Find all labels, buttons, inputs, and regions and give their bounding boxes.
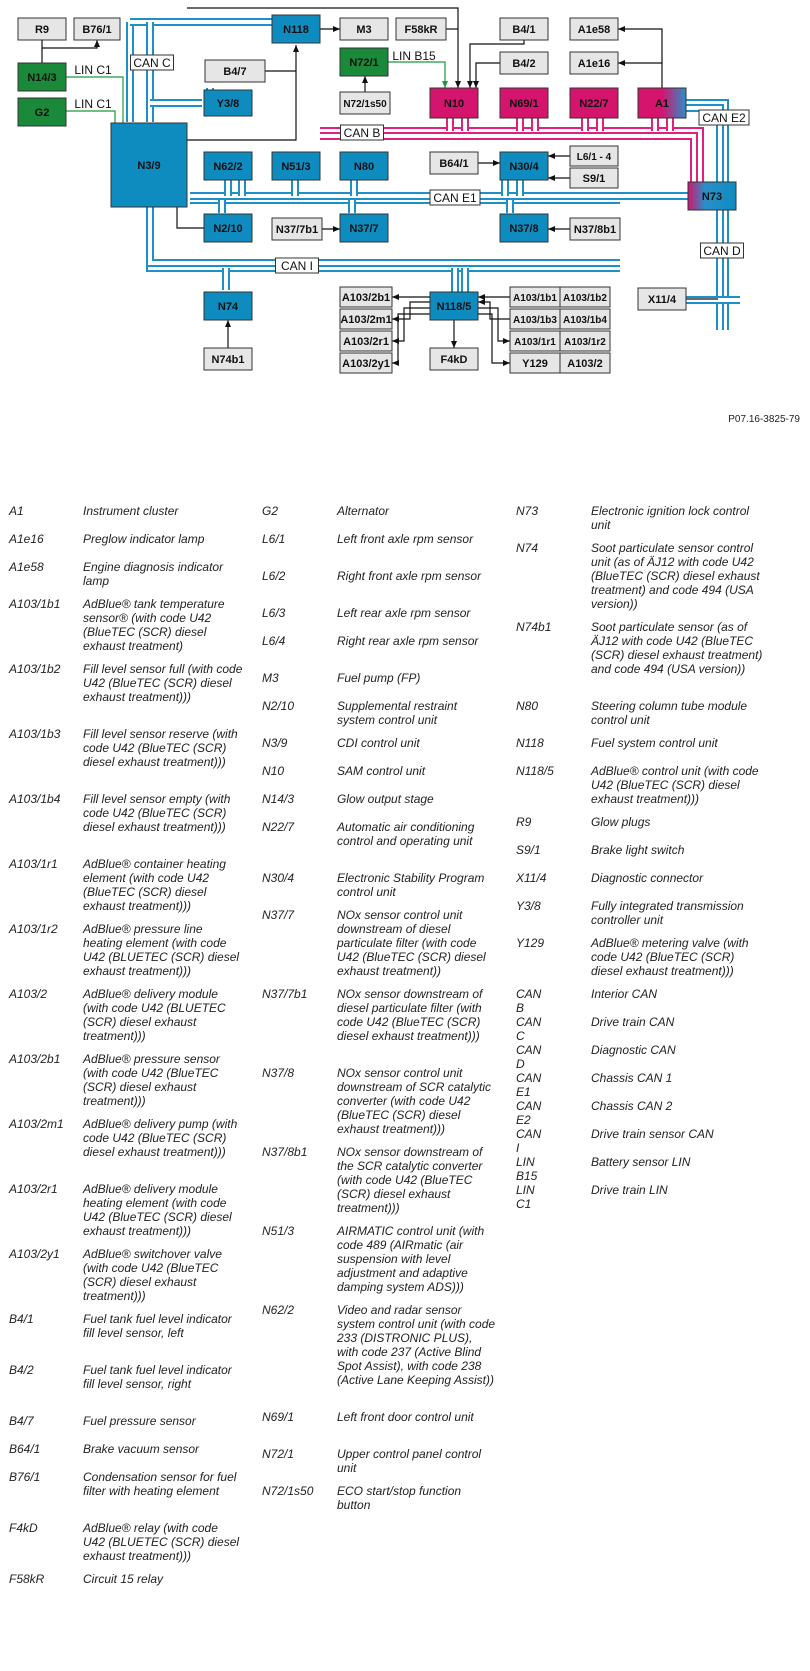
svg-text:LIN B15: LIN B15 [392, 49, 436, 63]
component-label: N69/1 [509, 98, 539, 110]
legend-code: N118/5 [516, 764, 554, 778]
legend-code: N74b1 [516, 620, 552, 634]
component-y129 [510, 353, 560, 373]
legend-description: NOx sensor control unit downstream of diesel particulate filter (with code U42 (BlueTEC (SCR) diesel exhaust treatment)) [337, 908, 486, 978]
component-n37-7b1 [272, 218, 322, 240]
legend-code: M3 [262, 671, 279, 685]
component-label: B76/1 [82, 24, 112, 36]
legend-description: CDI control unit [337, 736, 420, 750]
legend-description: AdBlue® control unit (with code U42 (BlueTEC (SCR) diesel exhaust treatment))) [591, 764, 759, 806]
component-label: A103/2m1 [340, 314, 392, 326]
component-label: N62/2 [213, 161, 243, 173]
component-label: M3 [356, 24, 372, 36]
legend-description: Drive train LIN [591, 1183, 668, 1197]
legend-code: N73 [516, 504, 539, 518]
legend-description: Chassis CAN 2 [591, 1099, 673, 1113]
legend-code: Y129 [516, 936, 545, 950]
component-label: N37/8b1 [573, 224, 617, 236]
legend-code: R9 [516, 815, 532, 829]
legend-code: N69/1 [262, 1410, 295, 1424]
legend-code: CAN C [516, 1015, 542, 1043]
legend-code: B4/7 [9, 1414, 34, 1428]
svg-text:CAN B: CAN B [343, 126, 381, 140]
legend-code: N62/2 [262, 1303, 295, 1317]
legend-code: A103/2r1 [9, 1182, 58, 1196]
component-label: A1e16 [577, 58, 611, 70]
legend-code: N3/9 [262, 736, 288, 750]
legend-description: AdBlue® pressure line heating element (with code U42 (BLUETEC (SCR) diesel exhaust treatment))) [83, 922, 240, 978]
legend-description: AIRMATIC control unit (with code 489 (AIRmatic (air suspension with level adjustment and adaptive damping system ADS))) [337, 1224, 485, 1294]
component-label: N72/1s50 [343, 99, 387, 110]
component-a103-2r1 [340, 331, 392, 351]
network-diagram [0, 0, 810, 430]
component-label: R9 [34, 24, 50, 36]
component-s9-1 [570, 168, 618, 188]
legend-code: N72/1s50 [262, 1484, 314, 1498]
legend-code: A1e58 [9, 560, 44, 574]
legend-code: B64/1 [9, 1442, 41, 1456]
component-label: N37/7 [349, 223, 379, 235]
svg-text:CAN I: CAN I [280, 259, 314, 273]
component-label: A103/1b3 [513, 315, 557, 326]
legend-description: Left rear axle rpm sensor [337, 606, 471, 620]
legend-code: B76/1 [9, 1470, 41, 1484]
legend-code: L6/2 [262, 569, 286, 583]
component-label: N10 [443, 98, 465, 110]
legend-code: LIN C1 [516, 1183, 535, 1211]
svg-text:CAN E2: CAN E2 [702, 111, 746, 125]
legend-code: F4kD [9, 1521, 38, 1535]
component-a103-2m1 [340, 309, 392, 329]
legend-code: A103/1r1 [9, 857, 58, 871]
legend-code: N10 [262, 764, 285, 778]
component-n37-7 [340, 214, 388, 242]
legend-description: Glow output stage [337, 792, 434, 806]
legend-description: Instrument cluster [83, 504, 179, 518]
legend-description: NOx sensor downstream of diesel particulate filter (with code U42 (BlueTEC (SCR) diesel exhaust treatment))) [337, 987, 483, 1043]
legend-description: Right front axle rpm sensor [337, 569, 482, 583]
legend-description: Fuel system control unit [591, 736, 718, 750]
legend-code: CAN E1 [516, 1071, 542, 1099]
legend-description: Chassis CAN 1 [591, 1071, 673, 1085]
bus-label-can-e1 [430, 190, 480, 205]
legend-description: AdBlue® switchover valve (with code U42 (BlueTEC (SCR) diesel exhaust treatment))) [83, 1247, 222, 1303]
legend-description: Preglow indicator lamp [83, 532, 205, 546]
legend-code: N118 [516, 736, 544, 750]
component-r9 [18, 18, 66, 40]
legend-code: CAN E2 [516, 1099, 542, 1127]
legend-code: A103/2b1 [9, 1052, 61, 1066]
component-n74b1 [204, 348, 252, 370]
component-a1e16 [570, 52, 618, 74]
component-n62-2 [204, 152, 252, 180]
component-label: N118/5 [436, 301, 472, 313]
component-n3-9 [111, 123, 187, 207]
legend-code: A103/1b4 [9, 792, 61, 806]
legend-code: F58kR [9, 1572, 45, 1586]
component-y3-8 [204, 90, 252, 116]
legend-code: N72/1 [262, 1447, 295, 1461]
legend-description: AdBlue® container heating element (with code U42 (BlueTEC (SCR) diesel exhaust treatment))) [83, 857, 226, 913]
network-diagram-svg [0, 0, 810, 430]
svg-text:CAN E1: CAN E1 [433, 191, 477, 205]
wire-a1031b3-n1185 [478, 302, 510, 319]
component-n80 [340, 152, 388, 180]
legend-description: Fuel pump (FP) [337, 671, 421, 685]
legend-description: Brake vacuum sensor [83, 1442, 200, 1456]
bus-label-can-d [701, 243, 744, 258]
component-n22-7 [570, 88, 618, 118]
legend-code: A1 [9, 504, 24, 518]
component-a103-2 [560, 353, 610, 373]
component-a1e58 [570, 18, 618, 40]
component-n37-8 [500, 214, 548, 242]
component-a103-1b2 [560, 287, 610, 307]
legend-description: Interior CAN [591, 987, 658, 1001]
component-label: F4kD [440, 354, 468, 366]
component-n72-1 [340, 48, 388, 76]
legend-description: NOx sensor downstream of the SCR catalytic converter (with code U42 (BlueTEC (SCR) diesel exhaust treatment))) [337, 1145, 483, 1215]
legend-description: AdBlue® delivery pump (with code U42 (BlueTEC (SCR) diesel exhaust treatment))) [83, 1117, 238, 1159]
legend-code: N2/10 [262, 699, 295, 713]
component-n118-5 [430, 292, 478, 320]
component-label: N14/3 [27, 72, 57, 84]
component-n74 [204, 292, 252, 320]
wire-n210-n39 [177, 207, 204, 228]
legend-description: Circuit 15 relay [83, 1572, 164, 1586]
legend-code: N37/7b1 [262, 987, 308, 1001]
legend-description: Glow plugs [591, 815, 651, 829]
component-n69-1 [500, 88, 548, 118]
component-n72-1s50 [340, 92, 390, 114]
component-label: A1 [654, 98, 670, 110]
wire-n1185-a1032y1 [392, 314, 430, 363]
legend-code: G2 [262, 504, 279, 518]
component-f58kr [396, 18, 446, 40]
component-a103-1r1 [510, 331, 560, 351]
wire-n1185-a1031r1 [478, 308, 510, 341]
legend-description: Electronic Stability Program control unit [337, 871, 485, 899]
component-label: N30/4 [509, 161, 539, 173]
wire-a1-e58 [618, 29, 662, 88]
component-label: S9/1 [582, 173, 606, 185]
component-label: N51/3 [281, 161, 311, 173]
component-a103-1b4 [560, 309, 610, 329]
component-label: A103/2b1 [341, 292, 391, 304]
svg-text:LIN C1: LIN C1 [74, 63, 112, 77]
legend-code: N30/4 [262, 871, 295, 885]
component-label: B4/7 [223, 66, 247, 78]
component-a103-2y1 [340, 353, 392, 373]
component-label: G2 [34, 107, 50, 119]
legend-description: AdBlue® delivery module (with code U42 (BLUETEC (SCR) diesel exhaust treatment))) [83, 987, 226, 1043]
legend-code: N37/8b1 [262, 1145, 308, 1159]
component-f4kd [430, 348, 478, 370]
wire-lin-b15 [388, 62, 445, 88]
component-label: A103/1b1 [513, 293, 557, 304]
component-label: A1e58 [577, 24, 611, 36]
svg-text:CAN D: CAN D [703, 244, 741, 258]
wire-n1185-y129 [478, 314, 510, 363]
component-label: N73 [701, 191, 723, 203]
legend-code: A103/1b2 [9, 662, 61, 676]
legend-description: AdBlue® tank temperature sensor® (with code U42 (BlueTEC (SCR) diesel exhaust treatment) [83, 597, 225, 653]
component-label: N37/8 [509, 223, 539, 235]
legend-description: ECO start/stop function button [337, 1484, 462, 1512]
legend-description: Engine diagnosis indicator lamp [83, 560, 224, 588]
legend-description: AdBlue® pressure sensor (with code U42 (BlueTEC (SCR) diesel exhaust treatment))) [83, 1052, 220, 1108]
component-label: A103/1b4 [563, 315, 607, 326]
legend-code: N37/8 [262, 1066, 295, 1080]
component-l6-1-4 [570, 146, 618, 166]
component-b4-2 [500, 52, 548, 74]
legend-description: Fill level sensor full (with code U42 (BlueTEC (SCR) diesel exhaust treatment))) [83, 662, 243, 704]
legend-description: Alternator [337, 504, 390, 518]
component-n2-10 [204, 214, 252, 242]
wire-n14-b76 [42, 40, 97, 48]
legend-description: SAM control unit [337, 764, 426, 778]
legend-code: A103/2m1 [9, 1117, 64, 1131]
component-n51-3 [272, 152, 320, 180]
legend-code: Y3/8 [516, 899, 541, 913]
component-label: A103/1r2 [564, 337, 606, 348]
svg-text:LIN C1: LIN C1 [74, 97, 112, 111]
legend-description: NOx sensor control unit downstream of SCR catalytic converter (with code U42 (BlueTEC (SCR) diesel exhaust treatment))) [337, 1066, 492, 1136]
legend-description: Steering column tube module control unit [591, 699, 748, 727]
legend-description: Upper control panel control unit [337, 1447, 482, 1475]
component-label: F58kR [404, 24, 438, 36]
legend-code: CAN I [516, 1127, 542, 1155]
component-label: N3/9 [137, 160, 161, 172]
legend-code: L6/1 [262, 532, 286, 546]
component-n37-8b1 [570, 218, 620, 240]
legend-code: B4/2 [9, 1363, 34, 1377]
legend-code: CAN B [516, 987, 542, 1015]
bus-label-can-b [341, 125, 384, 140]
legend-code: L6/4 [262, 634, 286, 648]
component-x11-4 [638, 288, 686, 310]
component-label: N74 [217, 301, 239, 313]
legend-code: A1e16 [9, 532, 44, 546]
legend-code: N22/7 [262, 820, 295, 834]
component-label: N37/7b1 [275, 224, 319, 236]
legend-description: Video and radar sensor system control unit (with code 233 (DISTRONIC PLUS), with code 237 (Active Blind Spot Assist), with code 238 (Active Lane Keeping Assist)) [337, 1303, 496, 1387]
legend-description: Diagnostic CAN [591, 1043, 676, 1057]
component-label: A103/2 [567, 358, 603, 370]
bus-label-can-i [276, 258, 319, 273]
legend-description: Brake light switch [591, 843, 685, 857]
component-label: N74b1 [211, 354, 245, 366]
component-g2 [18, 98, 66, 126]
legend-description: Fuel pressure sensor [83, 1414, 196, 1428]
component-b76-1 [74, 18, 120, 40]
legend-code: S9/1 [516, 843, 541, 857]
legend-code: N37/7 [262, 908, 295, 922]
legend-code: A103/1r2 [9, 922, 58, 936]
legend-code: L6/3 [262, 606, 286, 620]
component-label: X11/4 [647, 294, 677, 306]
legend-code: B4/1 [9, 1312, 34, 1326]
component-a103-1r2 [560, 331, 610, 351]
component-a1 [638, 88, 686, 118]
component-label: Y129 [522, 358, 548, 370]
legend-code: CAN D [516, 1043, 542, 1071]
component-label: N118 [283, 24, 309, 36]
component-label: L6/1 - 4 [576, 152, 612, 163]
legend-description: Fill level sensor empty (with code U42 (BlueTEC (SCR) diesel exhaust treatment))) [83, 792, 231, 834]
component-n30-4 [500, 152, 548, 180]
component-n10 [430, 88, 478, 118]
legend-description: Supplemental restraint system control unit [337, 699, 458, 727]
component-label: A103/1b2 [563, 293, 607, 304]
component-n73 [688, 182, 736, 210]
legend-description: Automatic air conditioning control and operating unit [337, 820, 475, 848]
component-label: B4/1 [512, 24, 536, 36]
legend-description: AdBlue® metering valve (with code U42 (BlueTEC (SCR) diesel exhaust treatment))) [591, 936, 749, 978]
component-b4-7 [205, 60, 265, 82]
wire-lin-c1-b [66, 111, 115, 123]
legend-code: A103/2y1 [9, 1247, 60, 1261]
component-label: N22/7 [579, 98, 609, 110]
legend-description: Right rear axle rpm sensor [337, 634, 479, 648]
component-label: N2/10 [213, 223, 243, 235]
legend-code: N51/3 [262, 1224, 295, 1238]
legend-code: A103/2 [9, 987, 48, 1001]
component-a103-1b1 [510, 287, 560, 307]
legend-description: Electronic ignition lock control unit [591, 504, 750, 532]
component-n14-3 [18, 63, 66, 91]
legend-code: N74 [516, 541, 539, 555]
legend-code: LIN B15 [516, 1155, 538, 1183]
legend-description: Left front door control unit [337, 1410, 474, 1424]
bus-label-lin-c1-b [74, 97, 112, 111]
component-a103-1b3 [510, 309, 560, 329]
component-b4-1 [500, 18, 548, 40]
legend-description: Soot particulate sensor (as of ÄJ12 with code U42 (BlueTEC (SCR) diesel exhaust treatment) and code 494 (USA version)) [591, 620, 763, 676]
legend-code: N14/3 [262, 792, 295, 806]
component-label: A103/2y1 [342, 358, 390, 370]
legend-description: Drive train sensor CAN [591, 1127, 714, 1141]
bus-label-lin-b15 [392, 49, 436, 63]
legend-description: Soot particulate sensor control unit (as of ÄJ12 with code U42 (BlueTEC (SCR) diesel exhaust treatment) and code 494 (USA version)) [591, 541, 760, 611]
figure-reference: P07.16-3825-79 [728, 414, 800, 425]
bus-label-can-c [131, 55, 174, 70]
component-label: B64/1 [439, 158, 469, 170]
wire-b42-n10 [476, 63, 500, 88]
legend-description: Fill level sensor reserve (with code U42 (BlueTEC (SCR) diesel exhaust treatment))) [83, 727, 238, 769]
legend-description: AdBlue® relay (with code U42 (BLUETEC (SCR) diesel exhaust treatment))) [83, 1521, 240, 1563]
component-a103-2b1 [340, 287, 392, 307]
legend-description: Left front axle rpm sensor [337, 532, 474, 546]
legend-code: X11/4 [516, 871, 547, 885]
component-label: N80 [353, 161, 375, 173]
component-b64-1 [430, 152, 478, 174]
legend-description: Battery sensor LIN [591, 1155, 691, 1169]
component-label: Y3/8 [216, 98, 240, 110]
legend-description: AdBlue® delivery module heating element (with code U42 (BlueTEC (SCR) diesel exhaust treatment))) [83, 1182, 232, 1238]
bus-label-lin-c1-a [74, 63, 112, 77]
legend-description: Drive train CAN [591, 1015, 675, 1029]
component-label: B4/2 [512, 58, 536, 70]
component-n118 [272, 15, 320, 43]
legend-description: Fuel tank fuel level indicator fill level sensor, right [83, 1363, 232, 1391]
legend-description: Diagnostic connector [591, 871, 704, 885]
component-m3 [340, 18, 388, 40]
legend-code: A103/1b1 [9, 597, 61, 611]
legend-description: Condensation sensor for fuel filter with heating element [83, 1470, 237, 1498]
legend-code: N80 [516, 699, 539, 713]
svg-text:CAN C: CAN C [133, 56, 171, 70]
component-label: A103/2r1 [343, 336, 389, 348]
legend-description: Fully integrated transmission controller unit [591, 899, 744, 927]
legend-code: A103/1b3 [9, 727, 61, 741]
component-label: A103/1r1 [514, 337, 556, 348]
bus-label-can-e2 [699, 110, 749, 125]
component-label: N72/1 [349, 57, 379, 69]
legend-description: Fuel tank fuel level indicator fill level sensor, left [83, 1312, 232, 1340]
